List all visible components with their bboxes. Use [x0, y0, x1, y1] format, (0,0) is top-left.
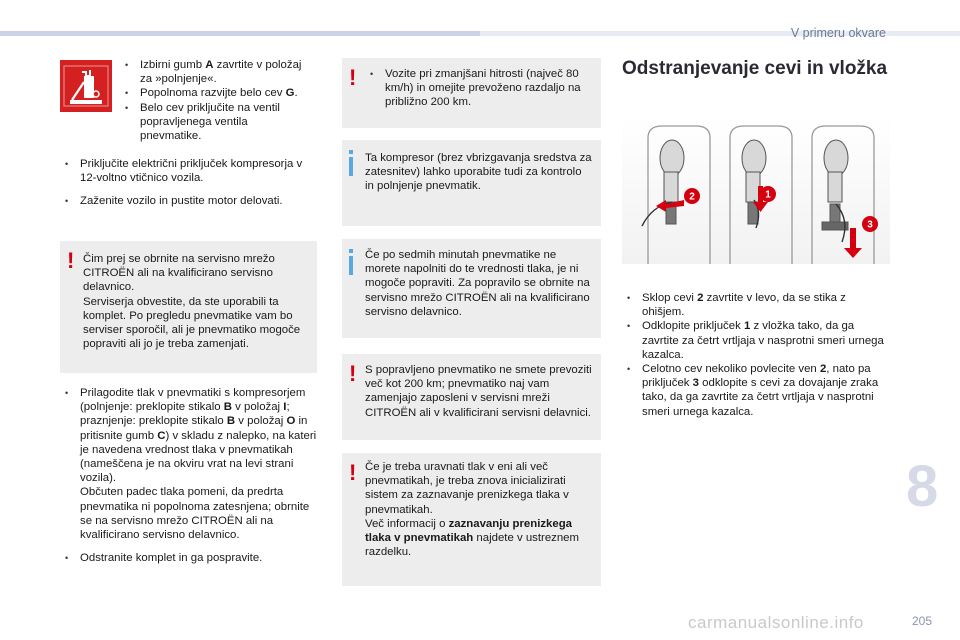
connect-power-step	[60, 157, 320, 185]
section-title: Odstranjevanje cevi in vložka	[622, 58, 888, 79]
info-text: Ta kompresor (brez vbrizgavanja sredstva za zatesnitev) lahko uporabite tudi za kontrolo in polnjenje pnevmatik.	[365, 152, 592, 193]
watermark: carmanualsonline.info	[688, 613, 864, 632]
hose-removal-illustration	[622, 116, 890, 264]
figure-label-1: 1	[765, 189, 771, 201]
start-engine-step	[60, 194, 320, 208]
info-icon	[349, 249, 355, 275]
page-number: 205	[912, 614, 933, 628]
section-header: V primeru okvare	[790, 26, 886, 40]
list-item: • Odklopite priključek 1 z vložka tako, da ga zavrtite za četrt vrtljaja v nasprotni smeri urnega kazalca.	[622, 319, 884, 362]
pressure-system-warning-box	[342, 453, 601, 586]
list-item: • Prilagodite tlak v pnevmatiki s kompresorjem (polnjenje: preklopite stikalo B v položaj I; praznjenje: preklopite stikalo B v položaj O in pritisnite gumb C) v skladu z nalepko, na kateri je navedena vrednost tlaka v pnevmatikah (nameščena je na okviru vrat na levi strani vozila). Občuten padec tlaka pomeni, da predrta pnevmatika ni popolnoma zatesnjena; obrnite se na servisno mrežo CITROËN ali na kvalificirano servisno delavnico.	[60, 386, 320, 542]
warning-icon: !	[349, 460, 357, 485]
speed-warning-box	[342, 58, 601, 128]
warning-text	[365, 67, 593, 110]
list-item: • Celotno cev nekoliko povlecite ven 2, nato pa priključek 3 odklopite s cevi za dovajanje zraka tako, da ga zavrtite za četrt vrtljaja v nasprotni smeri urnega kazalca.	[622, 362, 884, 419]
list-item: • Popolnoma razvijte belo cev G.	[120, 86, 312, 100]
remove-kit-step	[60, 551, 320, 565]
chapter-number: 8	[906, 454, 939, 519]
figure-label-2: 2	[689, 191, 695, 203]
warning-text: Če je treba uravnati tlak v eni ali več pnevmatikah, je treba znova inicializirati sistem za zaznavanje prenizkega tlaka v pnevmatikah. Več informacij o zaznavanju prenizkega tlaka v pnevmatikah najdete v ustreznem razdelku.	[365, 461, 580, 559]
list-item: • Priključite električni priključek kompresorja v 12-voltno vtičnico vozila.	[60, 157, 320, 185]
removal-steps-list	[622, 291, 884, 419]
figure-label-3: 3	[867, 219, 873, 231]
list-item: • Izbirni gumb A zavrtite v položaj za »polnjenje«.	[120, 58, 312, 86]
header-rule-right	[480, 31, 960, 36]
tyre-compressor-icon	[60, 60, 112, 112]
warning-icon: !	[67, 248, 75, 273]
warning-icon: !	[349, 65, 357, 90]
list-item: • Zaženite vozilo in pustite motor delovati.	[60, 194, 320, 208]
list-item: • Belo cev priključite na ventil popravljenega ventila pnevmatike.	[120, 101, 312, 144]
adjust-pressure-step	[60, 386, 320, 542]
compressor-info-box	[342, 140, 601, 226]
repaired-tyre-warning-box	[342, 354, 601, 440]
header-rule-left	[0, 31, 480, 36]
seven-minutes-info-box	[342, 239, 601, 338]
warning-text: S popravljeno pnevmatiko ne smete prevoziti več kot 200 km; pnevmatiko naj vam zamenjajo zaposleni v servisni mreži CITROËN ali v kvalificirani servisni delavnici.	[365, 364, 592, 419]
service-warning-box	[60, 241, 317, 373]
list-item: • Vozite pri zmanjšani hitrosti (največ 80 km/h) in omejite prevoženo razdaljo na približno 200 km.	[365, 67, 593, 110]
list-item: • Sklop cevi 2 zavrtite v levo, da se stika z ohišjem.	[622, 291, 884, 319]
warning-text: Čim prej se obrnite na servisno mrežo CITROËN ali na kvalificirano servisno delavnico. Serviserja obvestite, da ste uporabili ta komplet. Po pregledu pnevmatike vam bo serviser sporočil, ali je pnevmatiko mogoče popraviti ali jo je treba zamenjati.	[83, 253, 301, 351]
connect-steps-list	[120, 58, 312, 143]
warning-icon: !	[349, 361, 357, 386]
list-item: • Odstranite komplet in ga pospravite.	[60, 551, 320, 565]
info-text: Če po sedmih minutah pnevmatike ne morete napolniti do te vrednosti tlaka, je ni mogoče popraviti. Za popravilo se obrnite na servisno mrežo CITROËN ali na kvalificirano servisno delavnico.	[365, 249, 590, 318]
info-icon	[349, 150, 355, 176]
